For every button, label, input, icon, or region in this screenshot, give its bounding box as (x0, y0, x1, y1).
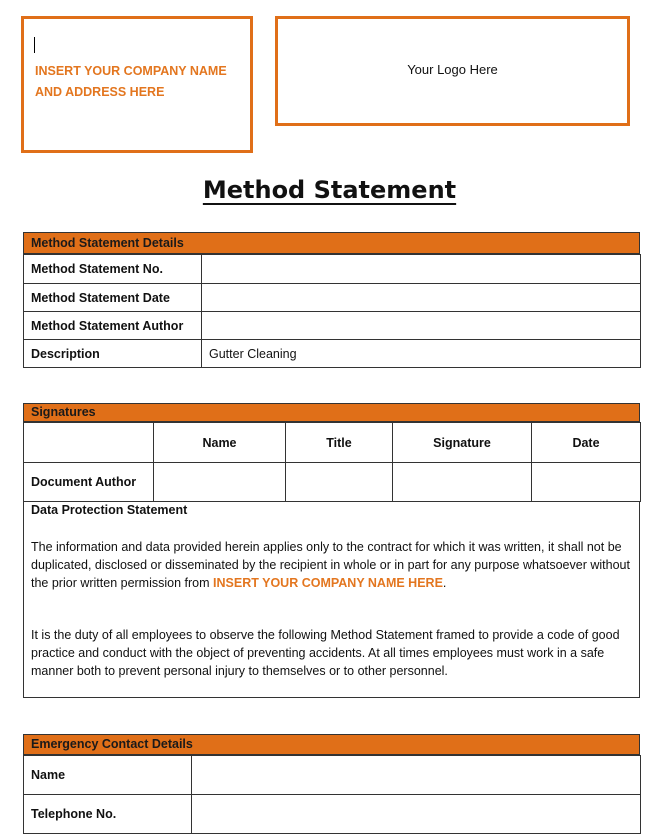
details-value-field[interactable] (202, 312, 641, 340)
column-header: Signature (393, 423, 532, 463)
paragraph-end: . (442, 576, 447, 590)
data-protection-title: Data Protection Statement (31, 503, 188, 517)
table-row (24, 255, 641, 284)
details-label: Method Statement Date (24, 284, 202, 312)
signature-signature-field[interactable] (393, 463, 532, 502)
logo-box[interactable] (275, 16, 630, 126)
table-row (24, 340, 641, 368)
page-title-container (0, 176, 659, 204)
signature-name-field[interactable] (154, 463, 286, 502)
details-section-header (23, 232, 640, 254)
emergency-table (23, 755, 641, 834)
details-label: Description (24, 340, 202, 368)
signature-row-label: Document Author (24, 463, 154, 502)
details-table (23, 254, 641, 368)
emergency-label: Telephone No. (24, 795, 192, 834)
table-row (24, 756, 641, 795)
data-protection-paragraph-2: It is the duty of all employees to observe the following Method Statement framed to provide a code of good practice and conduct with the object of preventing accidents. At all times employees must work in a safe manner both to prevent personal injury to themselves or to other personnel. (31, 628, 620, 678)
table-row (24, 795, 641, 834)
table-header-row (24, 423, 641, 463)
emergency-section-header (23, 734, 640, 755)
data-protection-section (23, 501, 640, 698)
column-header: Date (532, 423, 641, 463)
signatures-table (23, 422, 641, 502)
details-value-field[interactable]: Gutter Cleaning (202, 340, 641, 368)
emergency-value-field[interactable] (192, 795, 641, 834)
table-row (24, 284, 641, 312)
details-value-field[interactable] (202, 284, 641, 312)
text-cursor (34, 37, 35, 53)
signatures-section-title: Signatures (31, 405, 96, 419)
page-title: Method Statement (202, 176, 457, 204)
paragraph-text: The information and data provided herein applies only to the contract for which it was written, it shall not be duplicated, disclosed or disseminated by the recipient in whole or in part for any purpose whatsoever without the prior written permission from (31, 540, 630, 590)
emergency-value-field[interactable] (192, 756, 641, 795)
column-header: Name (154, 423, 286, 463)
data-protection-paragraph-1 (31, 538, 631, 592)
company-info-box[interactable] (21, 16, 253, 153)
table-row (24, 463, 641, 502)
column-header (24, 423, 154, 463)
emergency-section-title: Emergency Contact Details (31, 737, 193, 751)
details-label: Method Statement No. (24, 255, 202, 284)
column-header: Title (286, 423, 393, 463)
signatures-section-header (23, 403, 640, 422)
company-name-placeholder[interactable]: INSERT YOUR COMPANY NAME AND ADDRESS HERE (35, 64, 227, 99)
company-name-inline-placeholder[interactable]: INSERT YOUR COMPANY NAME HERE (213, 576, 443, 590)
emergency-label: Name (24, 756, 192, 795)
details-section-title: Method Statement Details (31, 236, 184, 250)
details-value-field[interactable] (202, 255, 641, 284)
logo-placeholder: Your Logo Here (407, 62, 498, 77)
signature-title-field[interactable] (286, 463, 393, 502)
details-label: Method Statement Author (24, 312, 202, 340)
signature-date-field[interactable] (532, 463, 641, 502)
table-row (24, 312, 641, 340)
